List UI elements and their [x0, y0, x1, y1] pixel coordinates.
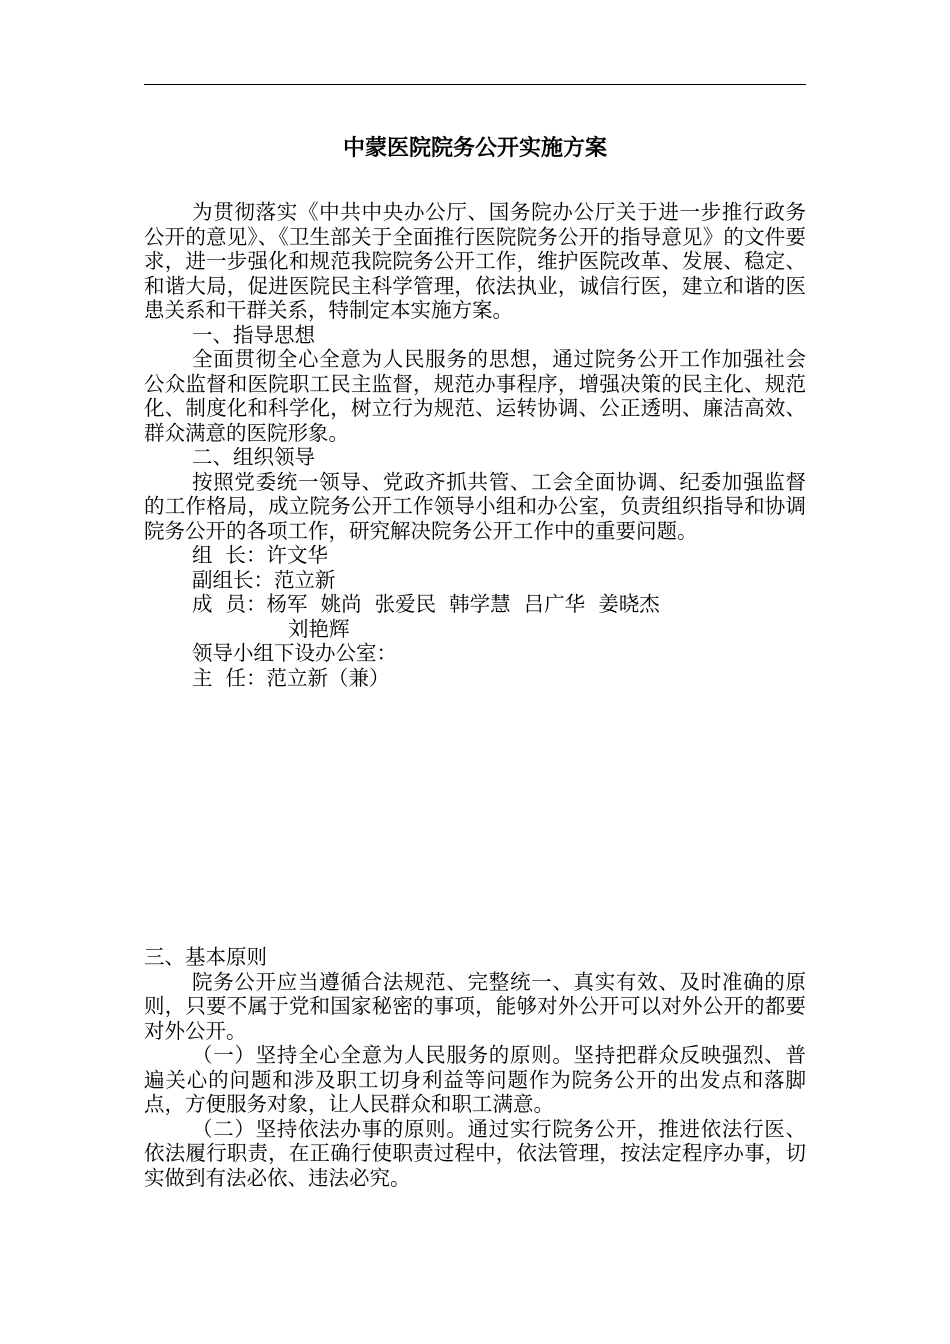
- section1-heading: 一、指导思想: [192, 322, 315, 347]
- header-rule: [144, 84, 806, 85]
- section2-heading: 二、组织领导: [192, 445, 315, 469]
- section3-body: 院务公开应当遵循合法规范、完整统一、真实有效、及时准确的原则，只要不属于党和国家秘密的事项，能够对外公开可以对外公开的都要对外公开。: [144, 969, 806, 1043]
- document-body-lower: [144, 945, 806, 1190]
- members-line: 成 员：杨军 姚尚 张爱民 韩学慧 吕广华 姜晓杰: [192, 592, 660, 616]
- section1-body: 全面贯彻全心全意为人民服务的思想，通过院务公开工作加强社会公众监督和医院职工民主监督，规范办事程序，增强决策的民主化、规范化、制度化和科学化，树立行为规范、运转协调、公正透明、廉洁高效、群众满意的医院形象。: [144, 347, 806, 445]
- deputy-line: 副组长：范立新: [192, 567, 336, 592]
- leader-line: 组 长：许文华: [192, 543, 329, 567]
- office-line: 领导小组下设办公室：: [192, 641, 397, 665]
- document-body-upper: [144, 200, 806, 690]
- principle2-paragraph: （二）坚持依法办事的原则。通过实行院务公开，推进依法行医、依法履行职责，在正确行使职责过程中，依法管理，按法定程序办事，切实做到有法必依、违法必究。: [144, 1116, 806, 1190]
- director-line: 主 任：范立新（兼）: [192, 665, 390, 690]
- principle1-paragraph: （一）坚持全心全意为人民服务的原则。坚持把群众反映强烈、普遍关心的问题和涉及职工切身利益等问题作为院务公开的出发点和落脚点，方便服务对象，让人民群众和职工满意。: [144, 1043, 806, 1116]
- members-continued: 刘艳辉: [288, 616, 350, 641]
- section2-body: 按照党委统一领导、党政齐抓共管、工会全面协调、纪委加强监督的工作格局，成立院务公开工作领导小组和办公室，负责组织指导和协调院务公开的各项工作，研究解决院务公开工作中的重要问题。: [144, 469, 806, 543]
- section3-heading: 三、基本原则: [144, 945, 267, 969]
- intro-paragraph: 为贯彻落实《中共中央办公厅、国务院办公厅关于进一步推行政务公开的意见》、《卫生部关于全面推行医院院务公开的指导意见》的文件要求，进一步强化和规范我院院务公开工作，维护医院改革、发展、稳定、和谐大局，促进医院民主科学管理，依法执业，诚信行医，建立和谐的医患关系和干群关系，特制定本实施方案。: [144, 200, 806, 322]
- document-title: 中蒙医院院务公开实施方案: [342, 136, 607, 161]
